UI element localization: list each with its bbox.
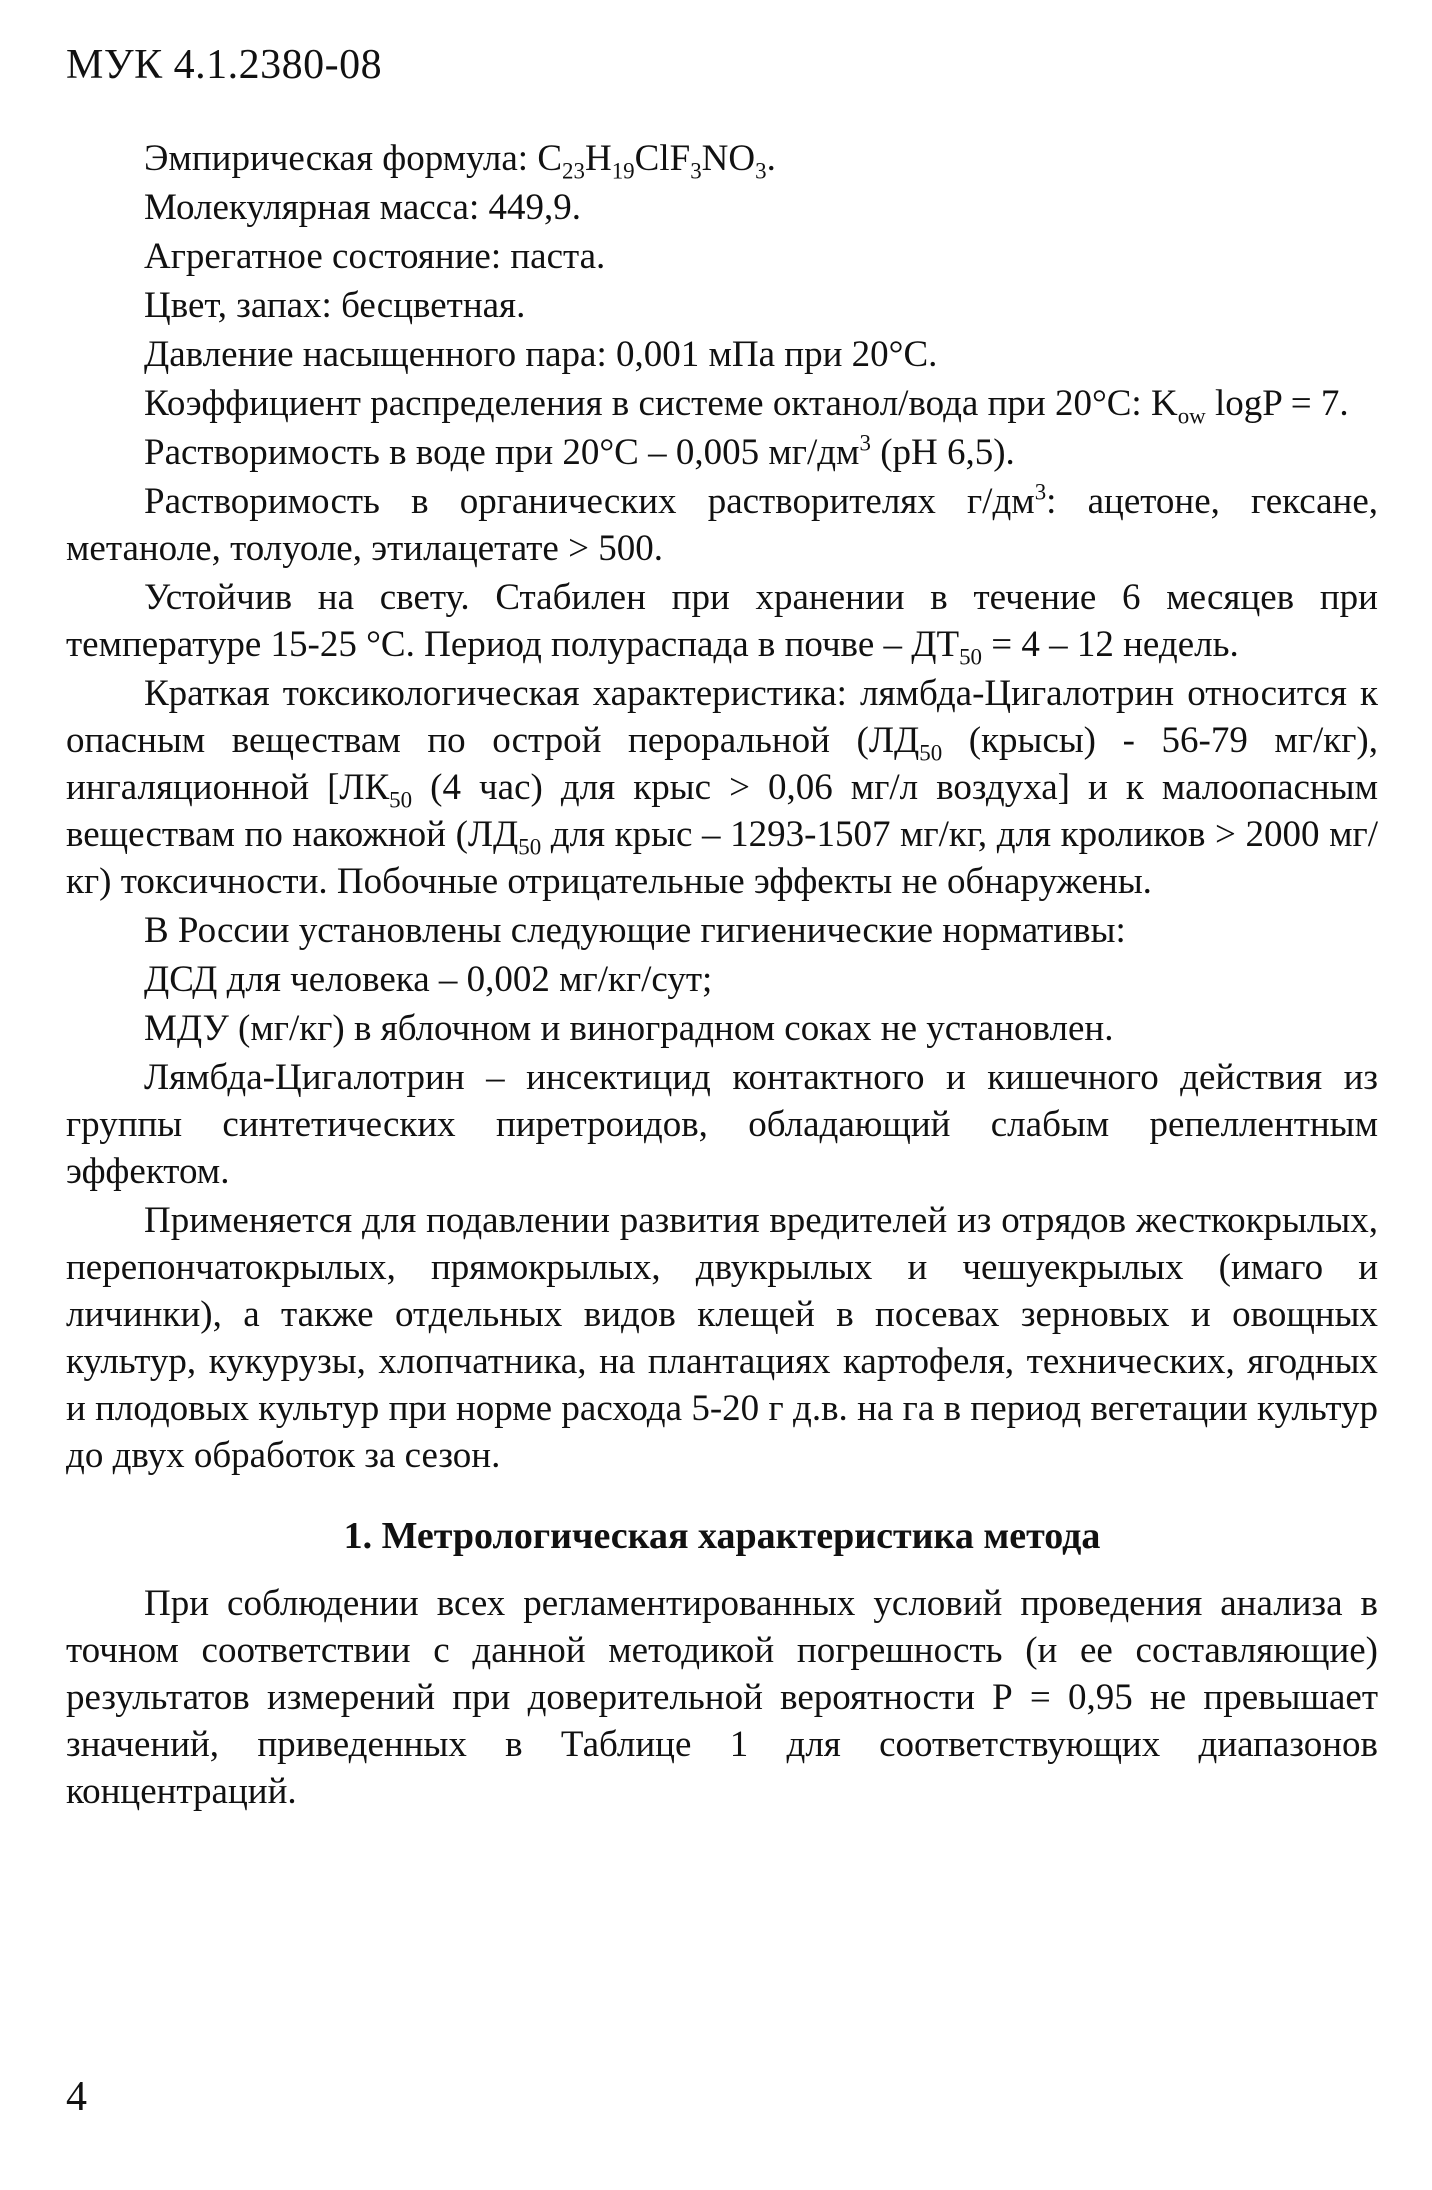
partition-coefficient: Коэффициент распределения в системе октанол/вода при 20°С: $K_{ow}$ logP = 7. [144, 383, 1349, 429]
page-number: 4 [66, 2074, 87, 2120]
section-heading: 1. Метрологическая характеристика метода [343, 1515, 1101, 1557]
organic-solubility: Растворимость в органических растворителях $г/дм^3$: ацетоне, гексане, метаноле, толуоле, этилацетате > 500. [66, 479, 1378, 569]
color-smell: Цвет, запах: бесцветная. [144, 285, 526, 326]
aggregate-state: Агрегатное состояние: паста. [144, 236, 606, 277]
norms-mdu: МДУ (мг/кг) в яблочном и виноградном соках не установлен. [144, 1008, 1114, 1049]
description: Лямбда-Цигалотрин – инсектицид контактного и кишечного действия из группы синтетических пиретроидов, обладающий слабым репеллентным эффектом. [66, 1057, 1378, 1192]
vapor-pressure: Давление насыщенного пара: 0,001 мПа при 20°С. [144, 334, 938, 375]
toxicology: Краткая токсикологическая характеристика: лямбда-Цигалотрин относится к опасным веществам по острой пероральной ($ЛД_{50}$ (крысы) - 56-79 мг/кг), ингаляционной [$ЛК_{50}$ (4 час) для крыс > 0,06 мг/л воздуха] и к малоопасным веществам по накожной ($ЛД_{50}$ для крыс – 1293-1507 мг/кг, для кроликов > 2000 мг/кг) токсичности. Побочные отрицательные эффекты не обнаружены. [66, 673, 1378, 902]
application: Применяется для подавлении развития вредителей из отрядов жесткокрылых, перепончатокрылых, прямокрылых, двукрылых и чешуекрылых (имаго и личинки), а также отдельных видов клещей в посевах зерновых и овощных культур, кукурузы, хлопчатника, на плантациях картофеля, технических, ягодных и плодовых культур при норме расхода 5-20 г д.в. на га в период вегетации культур до двух обработок за сезон. [66, 1200, 1378, 1476]
section-text: При соблюдении всех регламентированных условий проведения анализа в точном соответствии с данной методикой погрешность (и ее составляющие) результатов измерений при доверительной вероятности Р = 0,95 не превышает значений, приведенных в Таблице 1 для соответствующих диапазонов концентраций. [66, 1583, 1378, 1812]
page-body [66, 135, 1378, 1815]
water-solubility: Растворимость в воде при 20°С – 0,005 $мг/дм^3$ (pH 6,5). [144, 430, 1015, 473]
empirical-formula: Эмпирическая формула: $C_{23}H_{19}ClF_3NO_3$. [144, 138, 776, 184]
norms-intro: В России установлены следующие гигиенические нормативы: [144, 910, 1126, 951]
norms-dsd: ДСД для человека – 0,002 мг/кг/сут; [144, 959, 713, 1000]
document-code-header: МУК 4.1.2380-08 [66, 42, 383, 88]
molar-mass: Молекулярная масса: 449,9. [144, 187, 582, 228]
stability: Устойчив на свету. Стабилен при хранении в течение 6 месяцев при температуре 15-25 °С. Период полураспада в почве – $ДТ_{50} = 4 - 12$ недель. [66, 577, 1378, 670]
